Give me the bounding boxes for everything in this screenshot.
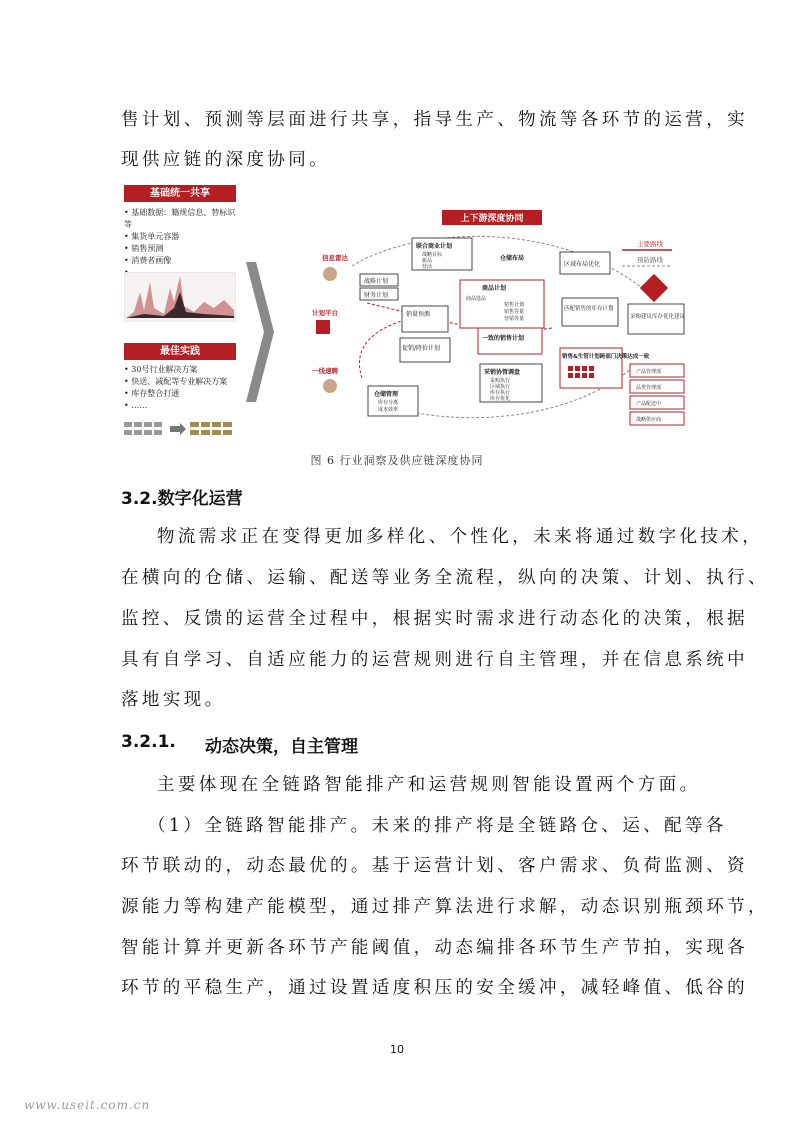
node-plan-platform: 计划平台 bbox=[312, 309, 338, 317]
bullet-item: • 销售预测 bbox=[124, 243, 239, 255]
right-item: 产品管理部 bbox=[636, 369, 662, 375]
node-warehouse-item: 库存分离 bbox=[378, 400, 399, 406]
paragraph-line: 源能力等构建产能模型，通过排产算法进行求解，动态识别瓶颈环节， bbox=[121, 897, 769, 917]
diagram-title: 上下游深度协同 bbox=[460, 214, 524, 224]
node-supply-item: 库存优化 bbox=[490, 396, 511, 402]
paragraph-line: 落地实现。 bbox=[121, 690, 226, 710]
node-supply-item: 采购执行 bbox=[490, 378, 511, 384]
node-decision: 销售&生管计划跨部门决策达成一致 bbox=[562, 354, 650, 360]
paragraph-line: 智能计算并更新各环节产能阈值，动态编排各环节生产节拍，实现各 bbox=[121, 938, 748, 958]
right-item: 产品配送中 bbox=[636, 401, 662, 407]
node-warehouse-item: 成本效率 bbox=[378, 407, 399, 413]
legend-feedback: 预防路线 bbox=[637, 256, 663, 264]
node-sales-forecast: 销量预测 bbox=[406, 311, 431, 318]
bullet-item: • 快送、减配等专业解决方案 bbox=[124, 376, 239, 388]
node-joint-item: 新品 bbox=[422, 258, 433, 264]
paragraph-line: 监控、反馈的运营全过程中，根据实时需求进行动态化的决策，根据 bbox=[121, 609, 748, 629]
figure-bullet-list bbox=[124, 207, 239, 279]
paragraph-line: 环节联动的，动态最优的。基于运营计划、客户需求、负荷监测、资 bbox=[121, 856, 748, 876]
node-finance: 财务计划 bbox=[364, 292, 389, 299]
node-product-plan: 商品计划 bbox=[482, 285, 507, 292]
house-icon bbox=[640, 274, 668, 302]
watermark: www.useit.com.cn bbox=[24, 1098, 151, 1112]
bullet-item: • 库存整合打通 bbox=[124, 388, 239, 400]
figure-box-title: 基础统一共享 bbox=[124, 185, 236, 202]
node-joint-item: 营活 bbox=[422, 264, 433, 270]
node-supply-mgmt: 采销协管调盘 bbox=[484, 369, 521, 376]
node-region: 区域布局优化 bbox=[564, 261, 601, 268]
section-heading: 3.2.数字化运营 bbox=[121, 489, 243, 509]
mini-chart-graphic bbox=[124, 272, 236, 322]
paragraph-line: 物流需求正在变得更加多样化、个性化，未来将通过数字化技术， bbox=[157, 527, 764, 547]
bullet-item: • 30号行业解决方案 bbox=[124, 364, 239, 376]
subsection-number: 3.2.1. bbox=[121, 732, 176, 752]
node-purchase: 采购建议库存优化建议 bbox=[630, 314, 686, 320]
node-warehouse-mgmt: 仓储管理 bbox=[374, 391, 399, 398]
supply-chain-diagram bbox=[292, 208, 692, 440]
figure-box-title: 最佳实践 bbox=[124, 343, 236, 360]
paragraph-line: 环节的平稳生产，通过设置适度积压的安全缓冲，减轻峰值、低谷的 bbox=[121, 978, 748, 998]
node-warehouse: 仓储布局 bbox=[500, 255, 525, 262]
paragraph-line: 在横向的仓储、运输、配送等业务全流程，纵向的决策、计划、执行、 bbox=[121, 568, 769, 588]
figure-bullet-list bbox=[124, 364, 239, 412]
node-product-item: 销售计划 bbox=[504, 302, 525, 308]
bullet-item: • 集货单元容器 bbox=[124, 231, 239, 243]
paragraph-line: （1）全链路智能排产。未来的排产将是全链路仓、运、配等各 bbox=[148, 816, 727, 836]
container-grid-graphic bbox=[124, 420, 236, 442]
node-promo: 促销/降价计划 bbox=[402, 345, 441, 352]
bullet-item: • 基础数据：籍规信息、替标识等 bbox=[124, 207, 239, 231]
node-supply-item: 区域执行 bbox=[490, 384, 511, 390]
figure-caption: 图 6 行业洞察及供应链深度协同 bbox=[310, 454, 484, 467]
node-front: 一线速聘 bbox=[312, 367, 338, 375]
bullet-item: • …… bbox=[124, 400, 239, 412]
node-strategy: 战略计划 bbox=[364, 278, 389, 285]
paragraph-line: 主要体现在全链路智能排产和运营规则智能设置两个方面。 bbox=[157, 775, 701, 795]
paragraph-line: 售计划、预测等层面进行共享，指导生产、物流等各环节的运营，实 bbox=[121, 110, 748, 130]
node-product-item: 营销等量 bbox=[504, 316, 525, 322]
page-number: 10 bbox=[390, 1043, 404, 1056]
node-joint: 联合商业计划 bbox=[416, 243, 453, 250]
bullet-item: • 消费者画像 bbox=[124, 255, 239, 267]
subsection-title: 动态决策，自主管理 bbox=[205, 737, 358, 757]
paragraph-line: 具有自学习、自适应能力的运营规则进行自主管理，并在信息系统中 bbox=[121, 650, 748, 670]
node-consensus: 一致的销售计划 bbox=[482, 335, 525, 342]
right-item: 品类管理部 bbox=[636, 385, 662, 391]
node-product-item: 商品选品 bbox=[466, 296, 487, 302]
legend-main: 主要路线 bbox=[637, 240, 663, 248]
chevron-arrow-graphic bbox=[246, 262, 274, 402]
node-product-item: 销售等量 bbox=[504, 309, 525, 315]
node-supply-item: 库存执行 bbox=[490, 390, 511, 396]
right-item: 战略供应商 bbox=[636, 417, 662, 423]
node-joint-item: 战略目标 bbox=[422, 252, 443, 258]
node-match: 匹配销售的库存计划 bbox=[564, 306, 614, 312]
paragraph-line: 现供应链的深度协同。 bbox=[121, 150, 330, 170]
node-info: 信息雷达 bbox=[322, 254, 348, 262]
